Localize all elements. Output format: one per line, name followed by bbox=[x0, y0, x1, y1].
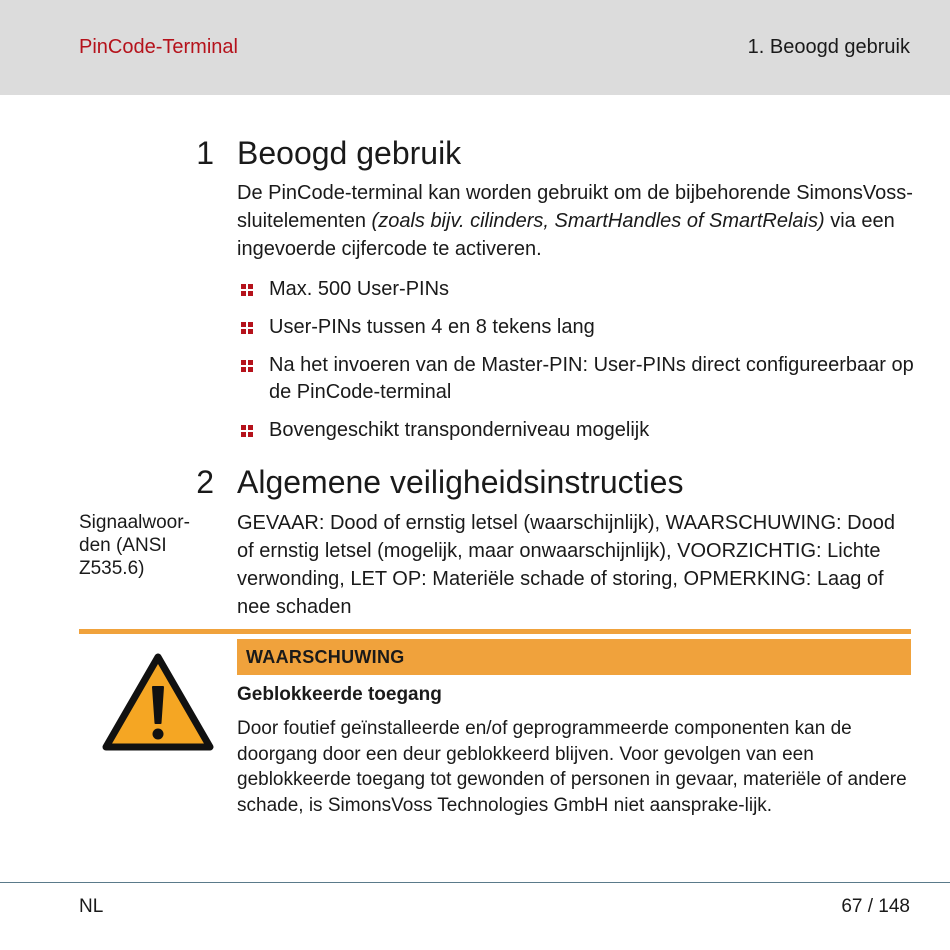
list-item bbox=[241, 314, 921, 341]
section-2-number: 2 bbox=[196, 464, 214, 500]
bullet-icon bbox=[241, 322, 253, 334]
bullet-icon bbox=[241, 425, 253, 437]
intro-text-start: De PinCode-terminal kan worden gebruikt om de bijbehorende SimonsVoss-sluitelementen bbox=[237, 182, 913, 232]
section-1-intro bbox=[237, 179, 917, 263]
list-item-text: User-PINs tussen 4 en 8 tekens lang bbox=[269, 316, 595, 338]
intro-text-italic: (zoals bijv. cilinders, SmartHandles of SmartRelais) bbox=[371, 210, 825, 232]
section-1-title: Beoogd gebruik bbox=[237, 135, 462, 171]
warning-top-rule bbox=[79, 629, 911, 634]
list-item-text: Bovengeschikt transponderniveau mogelijk bbox=[269, 419, 650, 441]
section-2-title: Algemene veiligheidsinstructies bbox=[237, 464, 684, 500]
margin-note: Signaalwoor-den (ANSI Z535.6) bbox=[79, 512, 190, 579]
list-item bbox=[241, 352, 921, 406]
footer-divider bbox=[0, 882, 950, 883]
list-item-text: Na het invoeren van de Master-PIN: User-PINs direct configureerbaar op de PinCode-terminal bbox=[269, 354, 914, 403]
warning-text: Door foutief geïnstalleerde en/of geprogrammeerde componenten kan de doorgang door een deur geblokkeerd blijven. Voor gevolgen van een geblokkeerde toegang tot gewonden of personen in gevaar, materiële of andere schade, is SimonsVoss Technologies GmbH niet aansprake-lijk. bbox=[237, 718, 907, 816]
intro-text-end: via een ingevoerde cijfercode te activeren. bbox=[237, 210, 895, 260]
bullet-icon bbox=[241, 360, 253, 372]
page-header bbox=[0, 0, 950, 95]
list-item bbox=[241, 417, 921, 444]
document-title: PinCode-Terminal bbox=[79, 36, 238, 58]
page-number: 67 / 148 bbox=[841, 896, 910, 917]
warning-triangle-icon bbox=[102, 651, 214, 751]
bullet-icon bbox=[241, 284, 253, 296]
feature-list bbox=[241, 276, 921, 455]
list-item-text: Max. 500 User-PINs bbox=[269, 278, 450, 300]
warning-subtitle: Geblokkeerde toegang bbox=[237, 684, 442, 705]
section-1-number: 1 bbox=[196, 135, 214, 171]
list-item bbox=[241, 276, 921, 303]
running-section-title: 1. Beoogd gebruik bbox=[747, 36, 910, 58]
warning-label-bar bbox=[237, 639, 911, 675]
warning-label: WAARSCHUWING bbox=[246, 647, 405, 667]
footer-language: NL bbox=[79, 896, 104, 917]
signal-words-text: GEVAAR: Dood of ernstig letsel (waarschijnlijk), WAARSCHUWING: Dood of ernstig letsel (mogelijk, maar onwaarschijnlijk), VOORZICHTIG: Lichte verwonding, LET OP: Materiële schade of storing, OPMERKING: Laag of nee schaden bbox=[237, 512, 895, 618]
